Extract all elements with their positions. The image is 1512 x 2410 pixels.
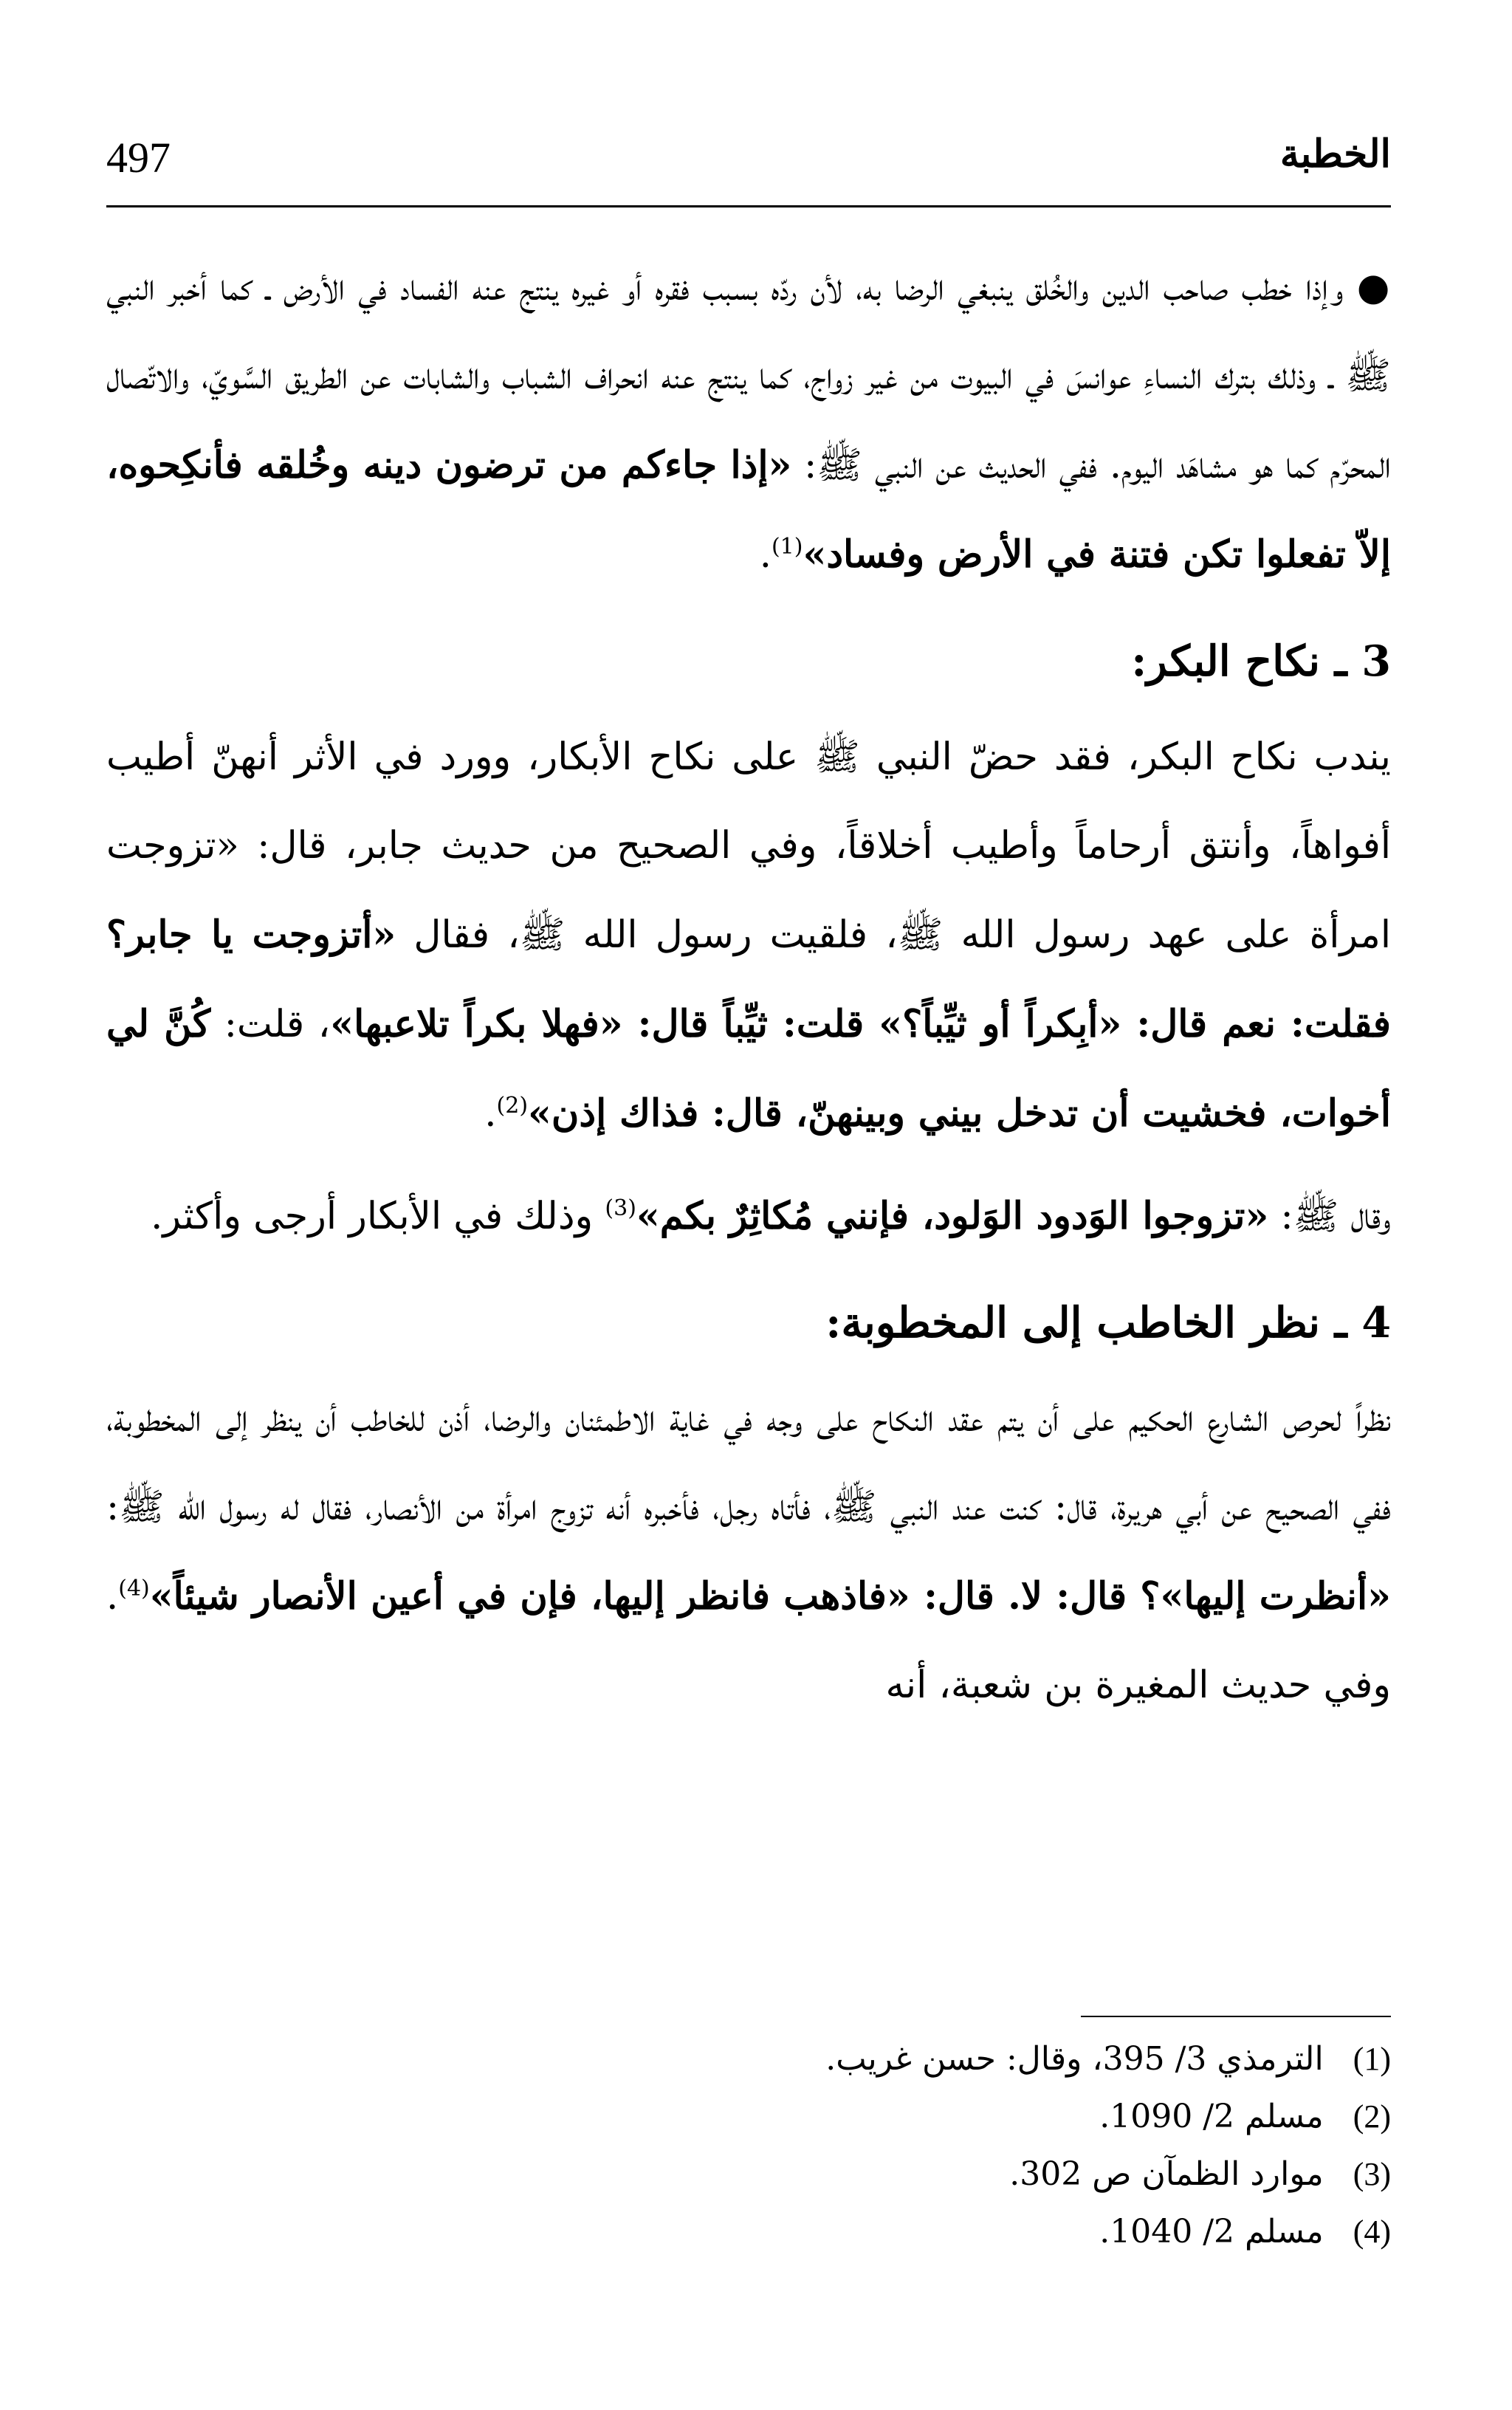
footnotes	[106, 2030, 1391, 2261]
footnote-text: موارد الظمآن ص 302.	[1009, 2155, 1324, 2193]
footnote-item	[106, 2088, 1391, 2146]
paragraph-bride-guardian	[106, 244, 1391, 600]
footnote-number: (2)	[1353, 2098, 1391, 2135]
header-rule	[106, 205, 1391, 207]
footnote-ref: (4)	[118, 1576, 150, 1601]
hadith-quote: «تزوجوا الوَدود الوَلود، فإنني مُكاثِرٌ بكم»	[636, 1194, 1269, 1238]
paragraph-text: . وفي حديث المغيرة بن شعبة، أنه	[106, 1575, 1391, 1707]
paragraph-suitor-viewing	[106, 1375, 1391, 1730]
bullet-icon: ●	[1356, 266, 1391, 309]
footnote-item	[106, 2030, 1391, 2088]
hadith-quote: «إذا جاءكم من ترضون دينه وخُلقه فأنكِحوه، إلاّ تفعلوا تكن فتنة في الأرض وفساد»	[106, 443, 1391, 577]
footnote-rule	[1081, 2016, 1391, 2017]
paragraph-text: وذلك في الأبكار أرجى وأكثر.	[151, 1195, 605, 1238]
footnote-number: (1)	[1353, 2041, 1391, 2077]
paragraph-text: نظراً لحرص الشارع الحكيم على أن يتم عقد النكاح على وجه في غاية الاطمئنان والرضا، أذن للخاطب أن ينظر إلى المخطوبة، ففي الصحيح عن أبي هريرة، قال: كنت عند النبي ﷺ، فأتاه رجل، فأخبره أنه تزوج امرأة من الأنصار، فقال له رسول الله ﷺ:	[106, 1397, 1391, 1529]
footnote-ref: (2)	[496, 1093, 529, 1119]
paragraph-virgin-marriage	[106, 713, 1391, 1158]
footnote-item	[106, 2203, 1391, 2261]
paragraph-text: يندب نكاح البكر، فقد حضّ النبي ﷺ على نكاح الأبكار، وورد في الأثر أنهنّ أطيب أفواهاً، وأنتق أرحاماً وأطيب أخلاقاً، وفي الصحيح من حديث جابر، قال: «تزوجت امرأة على عهد رسول الله ﷺ، فلقيت رسول الله ﷺ، فقال	[106, 735, 1391, 957]
section-heading-virgin-marriage: 3 ـ نكاح البكر:	[1131, 636, 1391, 686]
footnote-ref: (1)	[771, 534, 803, 560]
hadith-quote: «أنظرت إليها»؟ قال: لا. قال: «فاذهب فانظر إليها، فإن في أعين الأنصار شيئاً»	[149, 1574, 1391, 1618]
footnote-number: (4)	[1353, 2214, 1391, 2250]
footnote-item	[106, 2146, 1391, 2203]
paragraph-end: .	[759, 533, 772, 577]
footnote-text: مسلم 2/ 1090.	[1099, 2098, 1324, 2135]
footnote-ref: (3)	[605, 1195, 636, 1221]
page-body	[106, 244, 1391, 1730]
hadith-quote: «أتزوجت يا جابر؟ فقلت: نعم قال: «أبِكراً أو ثيِّباً؟» قلت: ثيِّباً قال: «فهلا بكراً تلاعبها»	[106, 913, 1392, 1046]
footnote-number: (3)	[1353, 2156, 1391, 2192]
paragraph-text: وإذا خطب صاحب الدين والخُلق ينبغي الرضا به، لأن ردّه بسبب فقره أو غيره ينتج عنه الفساد في الأرض ـ كما أخبر النبي ﷺ ـ وذلك بترك النساءِ عوانسَ في البيوت من غير زواج، كما ينتج عنه انحراف الشباب والشابات عن الطريق السَّويّ، والاتّصال المحرّم كما هو مشاهَد اليوم. ففي الحديث عن النبي ﷺ:	[106, 266, 1391, 487]
footnote-text: الترمذي 3/ 395، وقال: حسن غريب.	[825, 2040, 1324, 2078]
paragraph-text: وقال ﷺ:	[1268, 1195, 1391, 1238]
page-number: 497	[106, 134, 171, 182]
paragraph-end: .	[484, 1092, 497, 1136]
footnote-text: مسلم 2/ 1040.	[1099, 2213, 1324, 2251]
running-title: الخطبة	[1279, 131, 1391, 176]
paragraph-text: ، قلت:	[210, 1003, 331, 1046]
section-heading-suitor-viewing: 4 ـ نظر الخاطب إلى المخطوبة:	[825, 1298, 1391, 1348]
book-page	[106, 126, 1391, 2282]
hadith-quote: كُنَّ لي أخوات، فخشيت أن تدخل بيني وبينهنّ، قال: فذاك إذن»	[106, 1002, 1391, 1136]
paragraph-fertile-wife	[106, 1172, 1391, 1261]
page-header	[106, 126, 1391, 199]
